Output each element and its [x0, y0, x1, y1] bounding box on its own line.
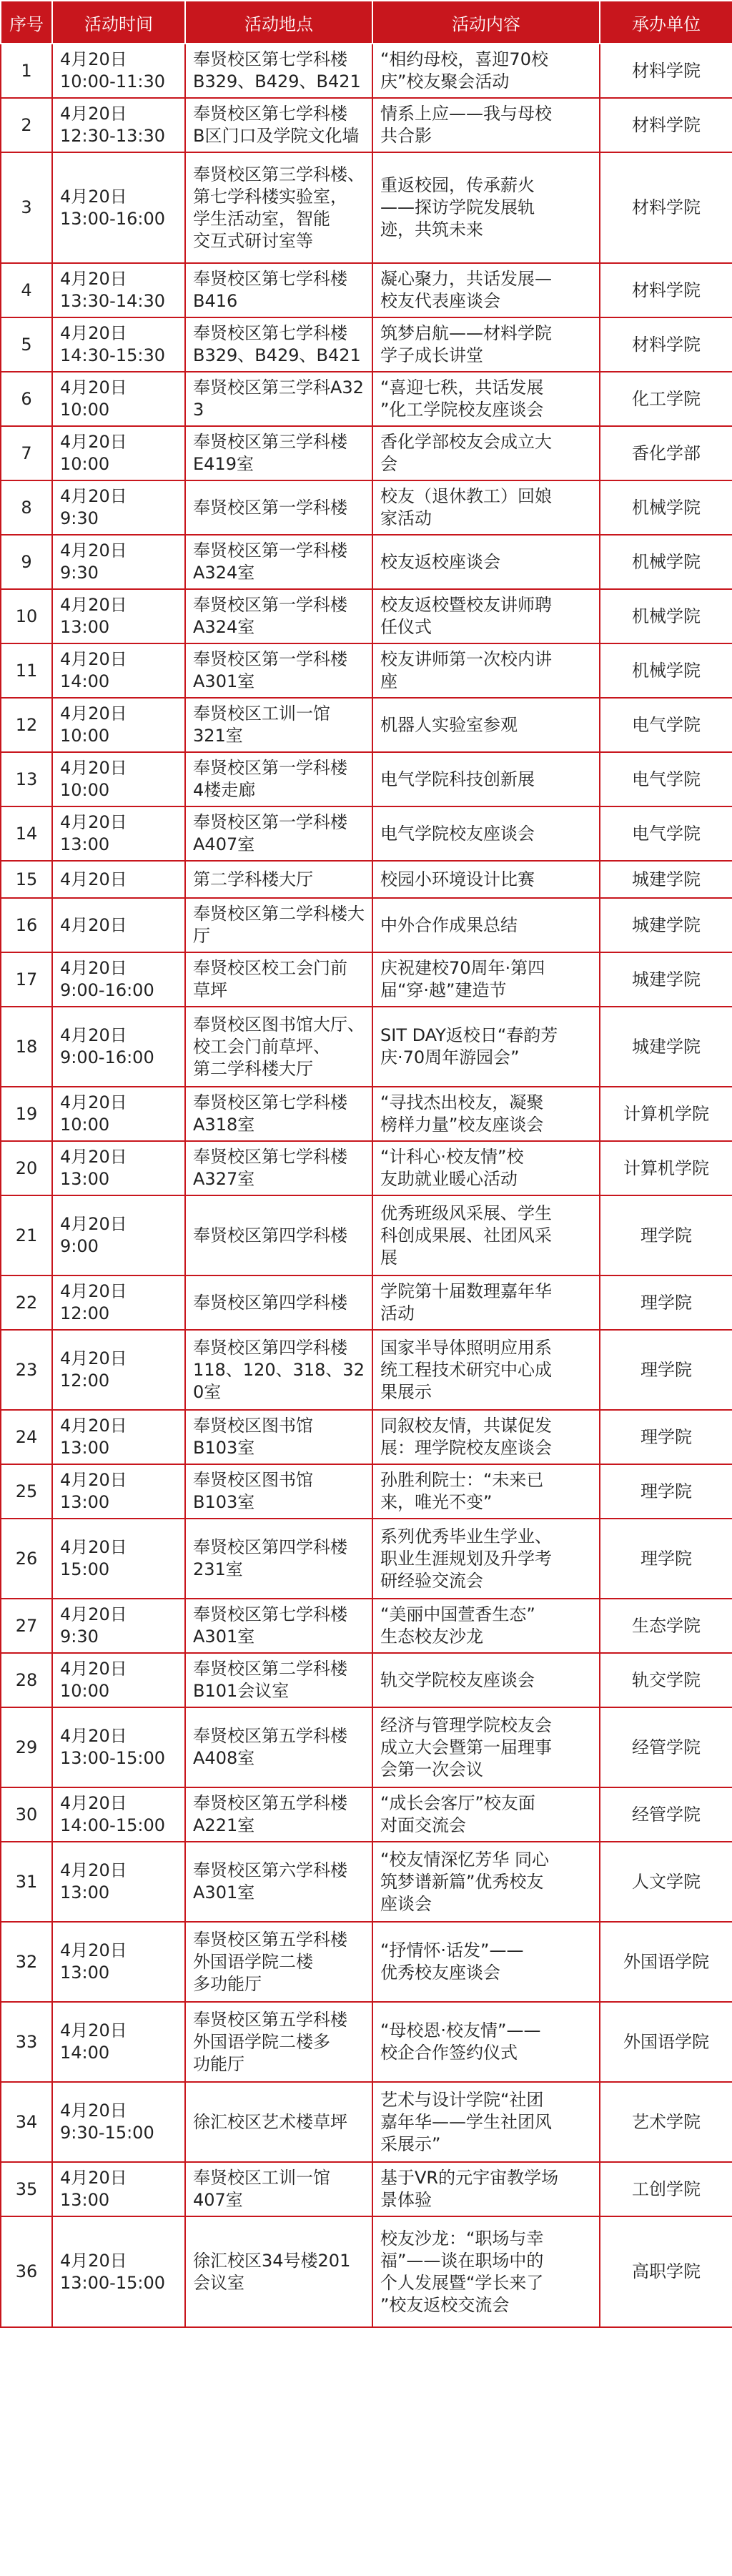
cell-time: 4月20日 9:30: [52, 1599, 185, 1653]
cell-activity: 孙胜利院士：“未来已 来，唯光不变”: [372, 1464, 600, 1519]
cell-time: 4月20日 9:00: [52, 1195, 185, 1275]
cell-organizer: 化工学院: [600, 372, 732, 426]
table-row: [1, 898, 732, 952]
cell-time: 4月20日 10:00: [52, 752, 185, 806]
cell-no: 25: [1, 1464, 52, 1519]
cell-location: 奉贤校区第一学科楼: [185, 480, 372, 535]
cell-organizer: 电气学院: [600, 806, 732, 861]
table-row: [1, 1842, 732, 1922]
cell-activity: 学院第十届数理嘉年华 活动: [372, 1275, 600, 1330]
cell-organizer: 电气学院: [600, 698, 732, 752]
table-row: [1, 1519, 732, 1599]
cell-organizer: 计算机学院: [600, 1141, 732, 1195]
cell-organizer: 香化学部: [600, 426, 732, 480]
cell-time: 4月20日 13:00: [52, 1464, 185, 1519]
table-row: [1, 1707, 732, 1787]
cell-organizer: 轨交学院: [600, 1653, 732, 1707]
cell-time: 4月20日 14:00-15:00: [52, 1787, 185, 1842]
cell-activity: 情系上应——我与母校 共合影: [372, 98, 600, 152]
cell-location: 奉贤校区图书馆大厅、 校工会门前草坪、 第二学科楼大厅: [185, 1007, 372, 1087]
header-time: 活动时间: [52, 1, 185, 44]
cell-no: 32: [1, 1922, 52, 2002]
cell-no: 14: [1, 806, 52, 861]
cell-activity: 凝心聚力，共话发展— 校友代表座谈会: [372, 263, 600, 317]
cell-activity: 校友讲师第一次校内讲 座: [372, 643, 600, 698]
cell-activity: “校友情深忆芳华 同心 筑梦谱新篇”优秀校友 座谈会: [372, 1842, 600, 1922]
cell-organizer: 经管学院: [600, 1787, 732, 1842]
cell-time: 4月20日 13:00-15:00: [52, 1707, 185, 1787]
cell-organizer: 城建学院: [600, 1007, 732, 1087]
cell-no: 1: [1, 44, 52, 98]
cell-no: 2: [1, 98, 52, 152]
cell-organizer: 城建学院: [600, 952, 732, 1007]
cell-no: 7: [1, 426, 52, 480]
cell-location: 奉贤校区第四学科楼: [185, 1195, 372, 1275]
cell-activity: “成长会客厅”校友面 对面交流会: [372, 1787, 600, 1842]
cell-no: 22: [1, 1275, 52, 1330]
cell-activity: 国家半导体照明应用系 统工程技术研究中心成 果展示: [372, 1330, 600, 1410]
cell-location: 奉贤校区第五学科楼 A221室: [185, 1787, 372, 1842]
cell-organizer: 材料学院: [600, 317, 732, 372]
cell-activity: 艺术与设计学院“社团 嘉年华——学生社团风 采展示”: [372, 2082, 600, 2162]
table-row: [1, 806, 732, 861]
cell-activity: 校友沙龙：“职场与幸 福”——谈在职场中的 个人发展暨“学长来了 ”校友返校交流会: [372, 2216, 600, 2327]
cell-no: 8: [1, 480, 52, 535]
cell-location: 奉贤校区第四学科楼 231室: [185, 1519, 372, 1599]
cell-activity: “抒情怀·话发”—— 优秀校友座谈会: [372, 1922, 600, 2002]
cell-no: 29: [1, 1707, 52, 1787]
cell-time: 4月20日 14:30-15:30: [52, 317, 185, 372]
cell-location: 奉贤校区第七学科楼 A327室: [185, 1141, 372, 1195]
cell-organizer: 理学院: [600, 1410, 732, 1464]
cell-location: 奉贤校区校工会门前 草坪: [185, 952, 372, 1007]
cell-location: 奉贤校区图书馆 B103室: [185, 1410, 372, 1464]
cell-time: 4月20日 10:00: [52, 1087, 185, 1141]
cell-time: 4月20日 14:00: [52, 643, 185, 698]
cell-time: 4月20日 9:30-15:00: [52, 2082, 185, 2162]
cell-organizer: 外国语学院: [600, 2002, 732, 2082]
cell-location: 奉贤校区第一学科楼 A324室: [185, 535, 372, 589]
cell-no: 33: [1, 2002, 52, 2082]
cell-organizer: 材料学院: [600, 98, 732, 152]
cell-location: 奉贤校区第七学科楼 B416: [185, 263, 372, 317]
cell-no: 18: [1, 1007, 52, 1087]
cell-location: 奉贤校区图书馆 B103室: [185, 1464, 372, 1519]
cell-no: 4: [1, 263, 52, 317]
table-row: [1, 2216, 732, 2327]
cell-time: 4月20日 15:00: [52, 1519, 185, 1599]
cell-location: 奉贤校区第七学科楼 A318室: [185, 1087, 372, 1141]
cell-organizer: 机械学院: [600, 643, 732, 698]
cell-location: 奉贤校区第五学科楼 外国语学院二楼多 功能厅: [185, 2002, 372, 2082]
cell-location: 奉贤校区第一学科楼 A301室: [185, 643, 372, 698]
cell-activity: “喜迎七秩，共话发展 ”化工学院校友座谈会: [372, 372, 600, 426]
cell-time: 4月20日 12:00: [52, 1275, 185, 1330]
table-row: [1, 861, 732, 898]
cell-location: 奉贤校区第四学科楼: [185, 1275, 372, 1330]
cell-activity: 校友返校暨校友讲师聘 任仪式: [372, 589, 600, 643]
table-row: [1, 426, 732, 480]
cell-activity: “计科心·校友情”校 友助就业暖心活动: [372, 1141, 600, 1195]
table-row: [1, 1195, 732, 1275]
table-row: [1, 317, 732, 372]
cell-time: 4月20日 9:00-16:00: [52, 1007, 185, 1087]
cell-organizer: 材料学院: [600, 152, 732, 263]
cell-activity: 中外合作成果总结: [372, 898, 600, 952]
cell-organizer: 理学院: [600, 1330, 732, 1410]
table-row: [1, 372, 732, 426]
cell-time: 4月20日 10:00: [52, 426, 185, 480]
cell-activity: 轨交学院校友座谈会: [372, 1653, 600, 1707]
cell-organizer: 高职学院: [600, 2216, 732, 2327]
cell-no: 19: [1, 1087, 52, 1141]
cell-organizer: 理学院: [600, 1464, 732, 1519]
cell-no: 10: [1, 589, 52, 643]
cell-location: 奉贤校区第七学科楼 B329、B429、B421: [185, 317, 372, 372]
table-row: [1, 535, 732, 589]
table-row: [1, 2162, 732, 2216]
table-row: [1, 1599, 732, 1653]
cell-location: 奉贤校区工训一馆 407室: [185, 2162, 372, 2216]
cell-location: 奉贤校区第三学科楼、 第七学科楼实验室， 学生活动室，智能 交互式研讨室等: [185, 152, 372, 263]
cell-activity: 校友返校座谈会: [372, 535, 600, 589]
header-organizer: 承办单位: [600, 1, 732, 44]
cell-time: 4月20日 14:00: [52, 2002, 185, 2082]
cell-time: 4月20日 13:00: [52, 2162, 185, 2216]
cell-activity: 庆祝建校70周年·第四 届“穿·越”建造节: [372, 952, 600, 1007]
cell-no: 3: [1, 152, 52, 263]
cell-organizer: 材料学院: [600, 263, 732, 317]
cell-no: 35: [1, 2162, 52, 2216]
cell-no: 24: [1, 1410, 52, 1464]
cell-no: 26: [1, 1519, 52, 1599]
cell-activity: 机器人实验室参观: [372, 698, 600, 752]
cell-organizer: 理学院: [600, 1519, 732, 1599]
cell-location: 奉贤校区第七学科楼 A301室: [185, 1599, 372, 1653]
cell-location: 奉贤校区第一学科楼 A324室: [185, 589, 372, 643]
cell-organizer: 材料学院: [600, 44, 732, 98]
cell-no: 11: [1, 643, 52, 698]
table-row: [1, 698, 732, 752]
table-row: [1, 1330, 732, 1410]
cell-no: 15: [1, 861, 52, 898]
cell-time: 4月20日 13:00: [52, 1141, 185, 1195]
table-row: [1, 44, 732, 98]
cell-activity: 经济与管理学院校友会 成立大会暨第一届理事 会第一次会议: [372, 1707, 600, 1787]
cell-time: 4月20日 12:30-13:30: [52, 98, 185, 152]
cell-location: 奉贤校区第二学科楼 B101会议室: [185, 1653, 372, 1707]
cell-activity: 校友（退休教工）回娘 家活动: [372, 480, 600, 535]
cell-location: 奉贤校区第一学科楼 A407室: [185, 806, 372, 861]
cell-organizer: 机械学院: [600, 480, 732, 535]
cell-organizer: 理学院: [600, 1275, 732, 1330]
table-row: [1, 752, 732, 806]
cell-organizer: 计算机学院: [600, 1087, 732, 1141]
cell-no: 31: [1, 1842, 52, 1922]
table-row: [1, 1007, 732, 1087]
cell-location: 徐汇校区34号楼201 会议室: [185, 2216, 372, 2327]
cell-location: 奉贤校区第五学科楼 A408室: [185, 1707, 372, 1787]
cell-location: 奉贤校区第四学科楼 118、120、318、320室: [185, 1330, 372, 1410]
cell-organizer: 人文学院: [600, 1842, 732, 1922]
cell-location: 奉贤校区第七学科楼 B区门口及学院文化墙: [185, 98, 372, 152]
cell-time: 4月20日 10:00-11:30: [52, 44, 185, 98]
cell-activity: 香化学部校友会成立大 会: [372, 426, 600, 480]
cell-activity: “相约母校，喜迎70校 庆”校友聚会活动: [372, 44, 600, 98]
cell-organizer: 外国语学院: [600, 1922, 732, 2002]
table-row: [1, 1410, 732, 1464]
cell-location: 奉贤校区第六学科楼 A301室: [185, 1842, 372, 1922]
cell-activity: 优秀班级风采展、学生 科创成果展、社团风采 展: [372, 1195, 600, 1275]
cell-no: 21: [1, 1195, 52, 1275]
table-row: [1, 589, 732, 643]
cell-no: 12: [1, 698, 52, 752]
cell-no: 16: [1, 898, 52, 952]
cell-activity: 电气学院科技创新展: [372, 752, 600, 806]
table-row: [1, 2082, 732, 2162]
table-row: [1, 643, 732, 698]
cell-organizer: 城建学院: [600, 861, 732, 898]
table-row: [1, 2002, 732, 2082]
cell-activity: SIT DAY返校日“春韵芳 庆·70周年游园会”: [372, 1007, 600, 1087]
cell-time: 4月20日 13:00-16:00: [52, 152, 185, 263]
cell-time: 4月20日: [52, 861, 185, 898]
table-row: [1, 952, 732, 1007]
cell-location: 徐汇校区艺术楼草坪: [185, 2082, 372, 2162]
table-row: [1, 1787, 732, 1842]
cell-organizer: 机械学院: [600, 535, 732, 589]
cell-no: 34: [1, 2082, 52, 2162]
header-location: 活动地点: [185, 1, 372, 44]
table-row: [1, 263, 732, 317]
cell-organizer: 城建学院: [600, 898, 732, 952]
cell-no: 13: [1, 752, 52, 806]
table-row: [1, 98, 732, 152]
cell-time: 4月20日 10:00: [52, 1653, 185, 1707]
cell-activity: “寻找杰出校友，凝聚 榜样力量”校友座谈会: [372, 1087, 600, 1141]
cell-organizer: 经管学院: [600, 1707, 732, 1787]
cell-time: 4月20日 10:00: [52, 372, 185, 426]
cell-no: 9: [1, 535, 52, 589]
cell-activity: 筑梦启航——材料学院 学子成长讲堂: [372, 317, 600, 372]
table-row: [1, 1141, 732, 1195]
cell-time: 4月20日 13:00: [52, 589, 185, 643]
cell-organizer: 艺术学院: [600, 2082, 732, 2162]
table-row: [1, 480, 732, 535]
cell-activity: 重返校园，传承薪火 ——探访学院发展轨 迹，共筑未来: [372, 152, 600, 263]
cell-location: 奉贤校区第三学科A323: [185, 372, 372, 426]
table-row: [1, 1275, 732, 1330]
cell-time: 4月20日 13:00: [52, 1410, 185, 1464]
cell-activity: 系列优秀毕业生学业、 职业生涯规划及升学考 研经验交流会: [372, 1519, 600, 1599]
cell-organizer: 电气学院: [600, 752, 732, 806]
cell-location: 奉贤校区第七学科楼 B329、B429、B421: [185, 44, 372, 98]
cell-organizer: 生态学院: [600, 1599, 732, 1653]
cell-location: 奉贤校区第五学科楼 外国语学院二楼 多功能厅: [185, 1922, 372, 2002]
cell-no: 5: [1, 317, 52, 372]
cell-activity: 电气学院校友座谈会: [372, 806, 600, 861]
cell-no: 30: [1, 1787, 52, 1842]
cell-activity: 基于VR的元宇宙教学场 景体验: [372, 2162, 600, 2216]
cell-activity: 同叙校友情，共谋促发 展：理学院校友座谈会: [372, 1410, 600, 1464]
cell-no: 27: [1, 1599, 52, 1653]
cell-time: 4月20日 10:00: [52, 698, 185, 752]
cell-activity: 校园小环境设计比赛: [372, 861, 600, 898]
cell-no: 20: [1, 1141, 52, 1195]
cell-organizer: 理学院: [600, 1195, 732, 1275]
cell-no: 36: [1, 2216, 52, 2327]
cell-location: 奉贤校区第二学科楼大 厅: [185, 898, 372, 952]
cell-no: 6: [1, 372, 52, 426]
cell-time: 4月20日 9:30: [52, 480, 185, 535]
table-row: [1, 1464, 732, 1519]
cell-location: 奉贤校区工训一馆 321室: [185, 698, 372, 752]
table-row: [1, 152, 732, 263]
cell-no: 17: [1, 952, 52, 1007]
cell-time: 4月20日 13:00: [52, 1842, 185, 1922]
cell-time: 4月20日 13:00-15:00: [52, 2216, 185, 2327]
cell-organizer: 机械学院: [600, 589, 732, 643]
cell-time: 4月20日 13:00: [52, 806, 185, 861]
cell-location: 奉贤校区第三学科楼 E419室: [185, 426, 372, 480]
cell-activity: “母校恩·校友情”—— 校企合作签约仪式: [372, 2002, 600, 2082]
cell-activity: “美丽中国萱香生态” 生态校友沙龙: [372, 1599, 600, 1653]
cell-time: 4月20日 13:30-14:30: [52, 263, 185, 317]
cell-time: 4月20日: [52, 898, 185, 952]
table-row: [1, 1087, 732, 1141]
cell-time: 4月20日 9:00-16:00: [52, 952, 185, 1007]
header-activity: 活动内容: [372, 1, 600, 44]
cell-time: 4月20日 13:00: [52, 1922, 185, 2002]
table-row: [1, 1922, 732, 2002]
cell-location: 奉贤校区第一学科楼 4楼走廊: [185, 752, 372, 806]
table-row: [1, 1653, 732, 1707]
cell-location: 第二学科楼大厅: [185, 861, 372, 898]
cell-time: 4月20日 12:00: [52, 1330, 185, 1410]
cell-no: 28: [1, 1653, 52, 1707]
header-no: 序号: [1, 1, 52, 44]
header-row: [1, 1, 732, 44]
cell-organizer: 工创学院: [600, 2162, 732, 2216]
cell-time: 4月20日 9:30: [52, 535, 185, 589]
cell-no: 23: [1, 1330, 52, 1410]
